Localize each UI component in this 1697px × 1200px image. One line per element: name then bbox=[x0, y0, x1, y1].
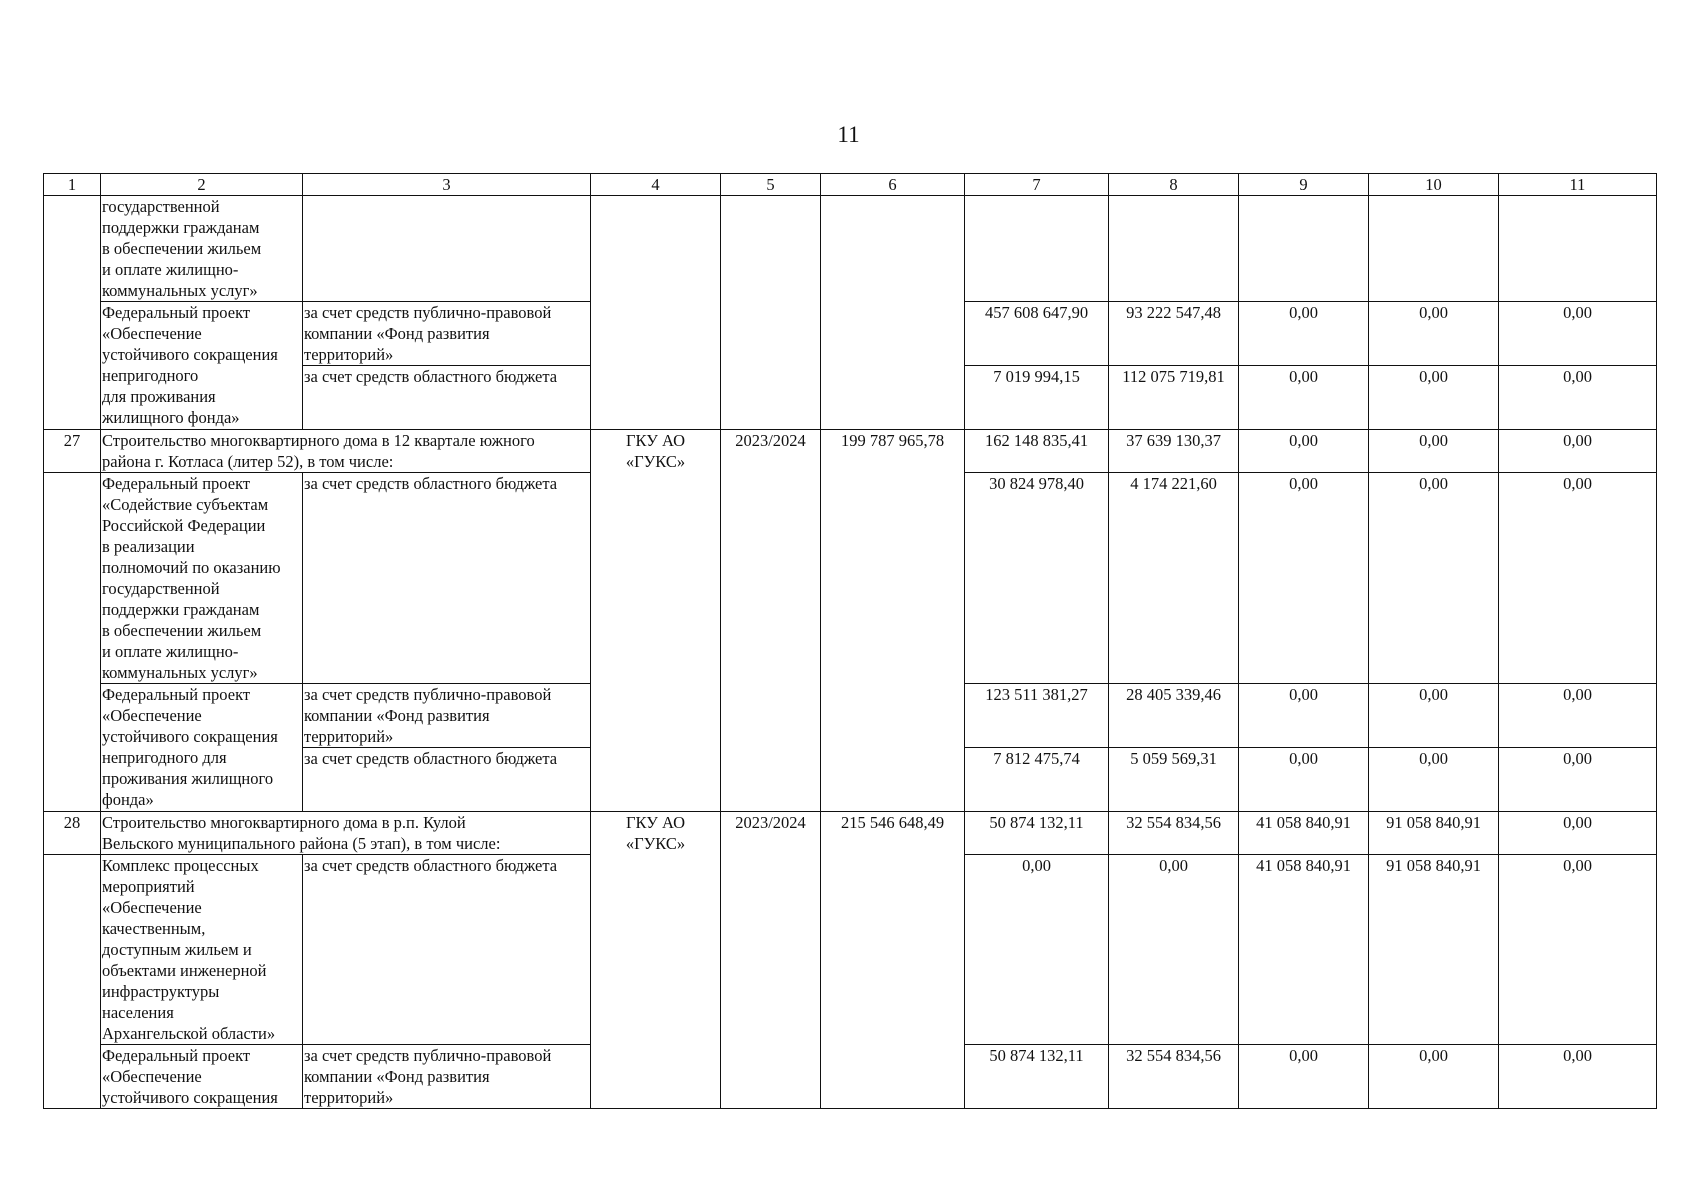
row-number-cell bbox=[44, 855, 101, 1109]
value-cell: 4 174 221,60 bbox=[1109, 473, 1239, 684]
value-cell: 0,00 bbox=[1369, 1045, 1499, 1109]
project-name-cell: Федеральный проект «Обеспечение устойчивого сокращения непригодного для проживания жилищного фонда» bbox=[101, 684, 303, 812]
value-cell: 7 812 475,74 bbox=[965, 748, 1109, 812]
header-cell: 6 bbox=[821, 174, 965, 196]
header-cell: 11 bbox=[1499, 174, 1657, 196]
object-title-cell: Строительство многоквартирного дома в 12 квартале южного района г. Котласа (литер 52), в том числе: bbox=[101, 430, 591, 473]
value-cell: 0,00 bbox=[1499, 748, 1657, 812]
project-name-cell: Комплекс процессных мероприятий «Обеспечение качественным, доступным жильем и объектами инженерной инфраструктуры населения Архангельской области» bbox=[101, 855, 303, 1045]
header-cell: 3 bbox=[303, 174, 591, 196]
page-number: 11 bbox=[837, 122, 860, 147]
value-cell: 91 058 840,91 bbox=[1369, 855, 1499, 1045]
value-cell: 112 075 719,81 bbox=[1109, 366, 1239, 430]
value-cell: 0,00 bbox=[1109, 855, 1239, 1045]
years-cell: 2023/2024 bbox=[721, 430, 821, 812]
header-cell: 4 bbox=[591, 174, 721, 196]
source-cell: за счет средств публично-правовой компании «Фонд развития территорий» bbox=[303, 302, 591, 366]
value-cell: 0,00 bbox=[1239, 748, 1369, 812]
header-cell: 5 bbox=[721, 174, 821, 196]
value-cell: 41 058 840,91 bbox=[1239, 812, 1369, 855]
value-cell: 0,00 bbox=[1369, 473, 1499, 684]
project-name-cell: государственной поддержки гражданам в обеспечении жильем и оплате жилищно- коммунальных услуг» bbox=[101, 196, 303, 302]
value-cell: 0,00 bbox=[1499, 302, 1657, 366]
header-cell: 8 bbox=[1109, 174, 1239, 196]
value-cell bbox=[1369, 196, 1499, 302]
value-cell: 0,00 bbox=[1499, 812, 1657, 855]
table-row bbox=[44, 430, 1657, 473]
value-cell: 0,00 bbox=[965, 855, 1109, 1045]
value-cell: 0,00 bbox=[1499, 430, 1657, 473]
row-number-cell: 27 bbox=[44, 430, 101, 473]
value-cell: 0,00 bbox=[1499, 366, 1657, 430]
source-cell: за счет средств областного бюджета bbox=[303, 748, 591, 812]
value-cell: 30 824 978,40 bbox=[965, 473, 1109, 684]
project-name-cell: Федеральный проект «Содействие субъектам Российской Федерации в реализации полномочий по оказанию государственной поддержки гражданам в обеспечении жильем и оплате жилищно- коммунальных услуг» bbox=[101, 473, 303, 684]
executor-cell bbox=[591, 196, 721, 430]
header-cell: 2 bbox=[101, 174, 303, 196]
value-cell: 0,00 bbox=[1369, 748, 1499, 812]
value-cell: 0,00 bbox=[1239, 684, 1369, 748]
value-cell: 162 148 835,41 bbox=[965, 430, 1109, 473]
row-number-cell bbox=[44, 473, 101, 812]
total-cell: 199 787 965,78 bbox=[821, 430, 965, 812]
value-cell: 0,00 bbox=[1369, 366, 1499, 430]
source-cell: за счет средств областного бюджета bbox=[303, 366, 591, 430]
value-cell: 0,00 bbox=[1239, 1045, 1369, 1109]
value-cell: 7 019 994,15 bbox=[965, 366, 1109, 430]
years-cell: 2023/2024 bbox=[721, 812, 821, 1109]
header-row bbox=[44, 174, 1657, 196]
value-cell: 0,00 bbox=[1239, 430, 1369, 473]
value-cell: 50 874 132,11 bbox=[965, 812, 1109, 855]
project-name-cell: Федеральный проект «Обеспечение устойчивого сокращения непригодного для проживания жилищного фонда» bbox=[101, 302, 303, 430]
source-cell: за счет средств публично-правовой компании «Фонд развития территорий» bbox=[303, 1045, 591, 1109]
source-cell: за счет средств областного бюджета bbox=[303, 473, 591, 684]
value-cell: 0,00 bbox=[1239, 473, 1369, 684]
source-cell bbox=[303, 196, 591, 302]
value-cell: 0,00 bbox=[1499, 1045, 1657, 1109]
header-cell: 10 bbox=[1369, 174, 1499, 196]
total-cell bbox=[821, 196, 965, 430]
value-cell: 0,00 bbox=[1499, 473, 1657, 684]
value-cell: 91 058 840,91 bbox=[1369, 812, 1499, 855]
value-cell: 28 405 339,46 bbox=[1109, 684, 1239, 748]
header-cell: 7 bbox=[965, 174, 1109, 196]
budget-table bbox=[43, 173, 1657, 1109]
value-cell: 32 554 834,56 bbox=[1109, 1045, 1239, 1109]
value-cell bbox=[1499, 196, 1657, 302]
value-cell: 50 874 132,11 bbox=[965, 1045, 1109, 1109]
value-cell: 0,00 bbox=[1369, 302, 1499, 366]
header-cell: 1 bbox=[44, 174, 101, 196]
value-cell bbox=[965, 196, 1109, 302]
value-cell: 32 554 834,56 bbox=[1109, 812, 1239, 855]
table-row bbox=[44, 196, 1657, 302]
value-cell: 0,00 bbox=[1239, 302, 1369, 366]
value-cell: 0,00 bbox=[1369, 430, 1499, 473]
value-cell: 93 222 547,48 bbox=[1109, 302, 1239, 366]
total-cell: 215 546 648,49 bbox=[821, 812, 965, 1109]
executor-cell: ГКУ АО «ГУКС» bbox=[591, 430, 721, 812]
value-cell: 0,00 bbox=[1499, 684, 1657, 748]
source-cell: за счет средств областного бюджета bbox=[303, 855, 591, 1045]
value-cell: 5 059 569,31 bbox=[1109, 748, 1239, 812]
row-number-cell: 28 bbox=[44, 812, 101, 855]
value-cell: 0,00 bbox=[1369, 684, 1499, 748]
source-cell: за счет средств публично-правовой компании «Фонд развития территорий» bbox=[303, 684, 591, 748]
value-cell: 41 058 840,91 bbox=[1239, 855, 1369, 1045]
value-cell: 0,00 bbox=[1499, 855, 1657, 1045]
value-cell: 123 511 381,27 bbox=[965, 684, 1109, 748]
value-cell: 0,00 bbox=[1239, 366, 1369, 430]
value-cell: 457 608 647,90 bbox=[965, 302, 1109, 366]
row-number-cell bbox=[44, 196, 101, 430]
object-title-cell: Строительство многоквартирного дома в р.п. Кулой Вельского муниципального района (5 этап), в том числе: bbox=[101, 812, 591, 855]
executor-cell: ГКУ АО «ГУКС» bbox=[591, 812, 721, 1109]
project-name-cell: Федеральный проект «Обеспечение устойчивого сокращения bbox=[101, 1045, 303, 1109]
years-cell bbox=[721, 196, 821, 430]
value-cell bbox=[1109, 196, 1239, 302]
table-row bbox=[44, 812, 1657, 855]
value-cell: 37 639 130,37 bbox=[1109, 430, 1239, 473]
value-cell bbox=[1239, 196, 1369, 302]
header-cell: 9 bbox=[1239, 174, 1369, 196]
